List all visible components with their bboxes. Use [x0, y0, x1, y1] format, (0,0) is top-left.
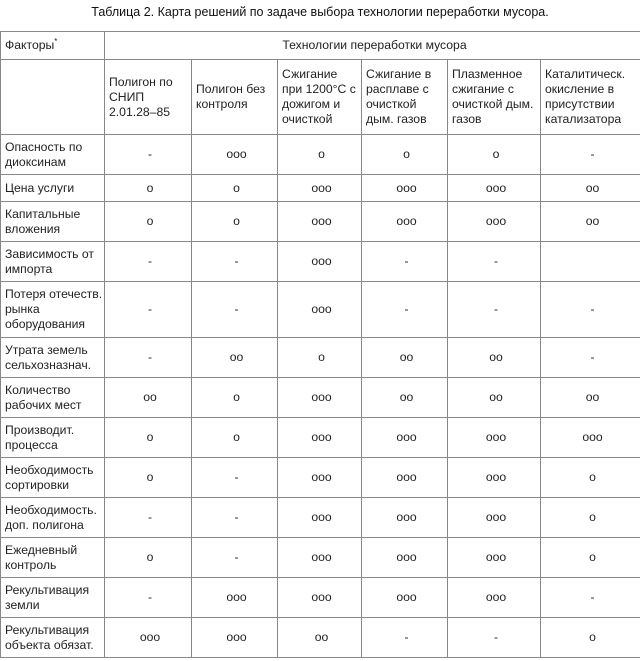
factor-cell: [1, 378, 105, 418]
factor-line: оборудования: [5, 317, 86, 331]
column-header-line: СНИП: [109, 89, 145, 104]
rating-cell: -: [105, 338, 192, 378]
rating-cell: o: [192, 378, 278, 418]
rating-cell: o: [105, 175, 192, 202]
factor-cell: [1, 282, 105, 338]
rating-cell: ooo: [278, 458, 362, 498]
column-header-line: сжигание с: [452, 82, 514, 96]
column-header-4: [362, 60, 448, 135]
column-header-line: Плазменное: [452, 67, 523, 81]
column-header-line: Сжигание в: [366, 67, 432, 81]
column-header-line: Сжигание: [282, 67, 338, 81]
factor-cell: [1, 175, 105, 202]
column-header-5: [448, 60, 541, 135]
rating-cell: ooo: [278, 538, 362, 578]
rating-cell: oo: [541, 202, 640, 242]
factor-line: диоксинам: [5, 154, 66, 169]
rating-cell: ooo: [278, 282, 362, 338]
rating-cell: -: [448, 282, 541, 338]
rating-cell: -: [541, 338, 640, 378]
rating-cell: ooo: [448, 498, 541, 538]
column-header-line: 2.01.28–85: [109, 104, 170, 119]
column-header-line: очисткой: [282, 112, 333, 126]
column-header-line: Каталитическ.: [545, 67, 626, 81]
table-row: [1, 618, 640, 658]
factor-line: сортировки: [5, 477, 70, 492]
factors-footnote-mark: *: [54, 36, 58, 46]
factor-line: Опасность по: [5, 139, 83, 154]
column-header-row: [1, 60, 640, 135]
factor-cell: [1, 338, 105, 378]
rating-cell: oo: [362, 338, 448, 378]
column-header-2: [192, 60, 278, 135]
rating-cell: -: [541, 135, 640, 175]
table-caption: Таблица 2. Карта решений по задаче выбора технологии переработки мусора.: [91, 5, 549, 19]
column-header-line: очисткой: [366, 97, 417, 111]
rating-cell: oo: [105, 378, 192, 418]
table-row: [1, 538, 640, 578]
factor-line: Зависимость от: [5, 246, 94, 261]
factor-line: Потеря отечеств.: [5, 287, 103, 301]
rating-cell: -: [192, 458, 278, 498]
factor-line: Ежедневный: [5, 542, 78, 557]
rating-cell: -: [192, 498, 278, 538]
rating-cell: ooo: [362, 202, 448, 242]
rating-cell: oo: [541, 175, 640, 202]
rating-cell: ooo: [448, 418, 541, 458]
factor-line: рынка: [5, 302, 40, 316]
rating-cell: o: [192, 175, 278, 202]
table-row: [1, 458, 640, 498]
table-row: [1, 578, 640, 618]
table-row: [1, 418, 640, 458]
factor-cell: [1, 202, 105, 242]
factors-header: [1, 32, 105, 60]
rating-cell: ooo: [448, 538, 541, 578]
rating-cell: ooo: [541, 418, 640, 458]
rating-cell: o: [192, 418, 278, 458]
table-row: [1, 175, 640, 202]
column-header-line: катализатора: [545, 112, 622, 126]
factor-cell: [1, 618, 105, 658]
table-body: [1, 32, 640, 658]
rating-cell: -: [362, 242, 448, 282]
rating-cell: o: [105, 458, 192, 498]
rating-cell: o: [192, 202, 278, 242]
column-header-line: контроля: [196, 97, 248, 111]
table-row: [1, 282, 640, 338]
factor-line: Необходимость: [5, 462, 94, 477]
rating-cell: oo: [448, 338, 541, 378]
rating-cell: ooo: [362, 418, 448, 458]
rating-cell: oo: [448, 378, 541, 418]
factor-line: Количество: [5, 382, 71, 397]
factor-cell: [1, 538, 105, 578]
column-header-line: расплаве с: [366, 82, 429, 96]
rating-cell: ooo: [278, 175, 362, 202]
factor-line: импорта: [5, 261, 53, 276]
rating-cell: oo: [192, 338, 278, 378]
rating-cell: ooo: [105, 618, 192, 658]
rating-cell: o: [105, 202, 192, 242]
rating-cell: ooo: [192, 618, 278, 658]
factor-line: сельхозназнач.: [5, 357, 92, 372]
factor-line: земли: [5, 597, 40, 612]
factor-line: Необходимость.: [5, 502, 97, 517]
column-header-line: Полигон без: [196, 82, 266, 96]
rating-cell: ooo: [278, 202, 362, 242]
rating-cell: ooo: [362, 458, 448, 498]
table-row: [1, 498, 640, 538]
factor-line: Цена услуги: [5, 180, 75, 195]
rating-cell: ooo: [278, 242, 362, 282]
table-row: [1, 242, 640, 282]
rating-cell: ooo: [278, 498, 362, 538]
rating-cell: ooo: [192, 135, 278, 175]
rating-cell: -: [105, 242, 192, 282]
rating-cell: -: [105, 498, 192, 538]
factor-line: вложения: [5, 221, 61, 236]
factors-label: Факторы: [5, 38, 55, 52]
factor-cell: [1, 578, 105, 618]
rating-cell: ooo: [278, 378, 362, 418]
factor-cell: [1, 135, 105, 175]
rating-cell: ooo: [362, 538, 448, 578]
column-header-line: очисткой дым.: [452, 97, 534, 111]
rating-cell: o: [105, 418, 192, 458]
column-header-line: при 1200°С с: [282, 82, 356, 96]
factor-line: Производит.: [5, 422, 75, 437]
rating-cell: -: [448, 242, 541, 282]
factor-line: Капитальные: [5, 206, 81, 221]
rating-cell: -: [105, 135, 192, 175]
factor-line: Рекультивация: [5, 582, 90, 597]
rating-cell: ooo: [192, 578, 278, 618]
rating-cell: oo: [541, 378, 640, 418]
rating-cell: o: [105, 538, 192, 578]
table-row: [1, 202, 640, 242]
rating-cell: -: [105, 578, 192, 618]
rating-cell: o: [448, 135, 541, 175]
column-header-line: дожигом и: [282, 97, 341, 111]
rating-cell: ooo: [278, 418, 362, 458]
factor-cell: [1, 418, 105, 458]
rating-cell: [541, 242, 640, 282]
factor-line: объекта обязат.: [5, 637, 94, 652]
column-header-line: присутствии: [545, 97, 615, 111]
rating-cell: -: [192, 538, 278, 578]
rating-cell: o: [541, 538, 640, 578]
rating-cell: -: [105, 282, 192, 338]
rating-cell: ooo: [362, 498, 448, 538]
rating-cell: ooo: [448, 202, 541, 242]
rating-cell: ooo: [278, 578, 362, 618]
table-row: [1, 338, 640, 378]
rating-cell: -: [192, 282, 278, 338]
rating-cell: -: [362, 282, 448, 338]
factor-line: контроль: [5, 557, 57, 572]
group-header-row: [1, 32, 640, 60]
column-header-1: [105, 60, 192, 135]
factor-line: доп. полигона: [5, 517, 84, 532]
table-row: [1, 135, 640, 175]
column-header-line: газов: [452, 112, 482, 126]
blank-header-cell: [1, 60, 105, 135]
factor-cell: [1, 498, 105, 538]
rating-cell: -: [192, 242, 278, 282]
rating-cell: o: [362, 135, 448, 175]
rating-cell: o: [278, 135, 362, 175]
rating-cell: -: [541, 578, 640, 618]
rating-cell: ooo: [448, 458, 541, 498]
rating-cell: -: [362, 618, 448, 658]
rating-cell: -: [448, 618, 541, 658]
rating-cell: o: [541, 498, 640, 538]
rating-cell: o: [278, 338, 362, 378]
factor-line: процесса: [5, 437, 58, 452]
rating-cell: o: [541, 458, 640, 498]
factor-cell: [1, 242, 105, 282]
rating-cell: ooo: [448, 578, 541, 618]
column-header-line: Полигон по: [109, 74, 173, 89]
rating-cell: oo: [362, 378, 448, 418]
decision-map-table: [0, 31, 640, 658]
rating-cell: ooo: [362, 175, 448, 202]
rating-cell: oo: [278, 618, 362, 658]
column-header-line: дым. газов: [366, 112, 427, 126]
factor-cell: [1, 458, 105, 498]
column-header-line: окисление в: [545, 82, 615, 96]
rating-cell: ooo: [362, 578, 448, 618]
rating-cell: o: [541, 618, 640, 658]
factor-line: Рекультивация: [5, 622, 90, 637]
rating-cell: ooo: [448, 175, 541, 202]
column-header-3: [278, 60, 362, 135]
factor-line: Утрата земель: [5, 342, 88, 357]
column-header-6: [541, 60, 640, 135]
technologies-header: Технологии переработки мусора: [105, 32, 640, 60]
factor-line: рабочих мест: [5, 397, 82, 412]
table-row: [1, 378, 640, 418]
rating-cell: -: [541, 282, 640, 338]
